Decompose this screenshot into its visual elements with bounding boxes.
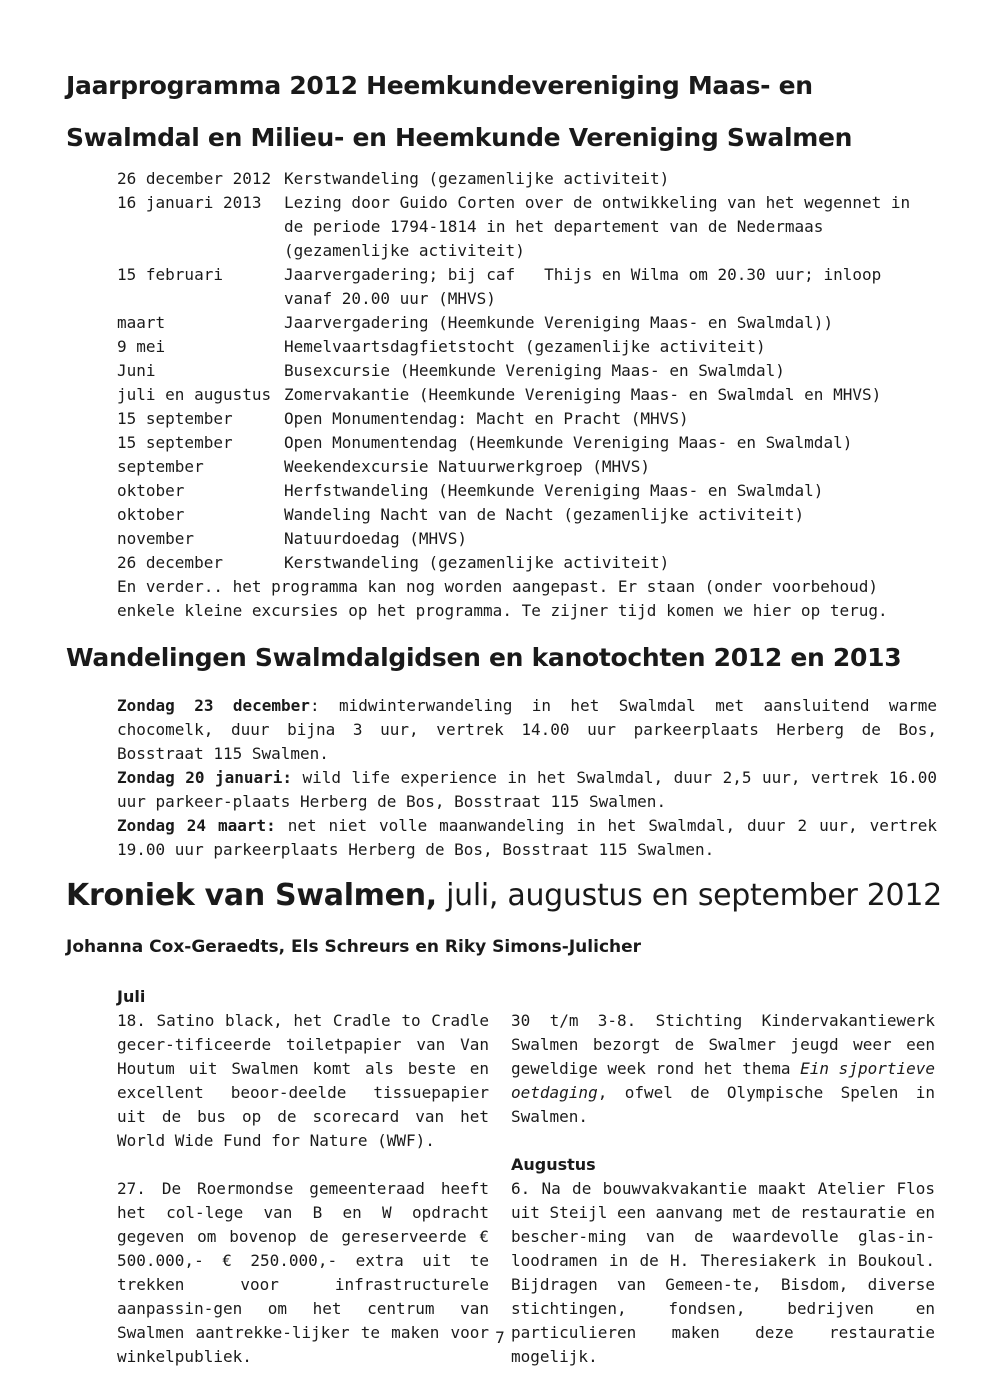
program-text: Wandeling Nacht van de Nacht (gezamenlijke activiteit): [284, 505, 805, 524]
program-date: juli en augustus: [117, 385, 272, 404]
program-text: Jaarvergadering (Heemkunde Vereniging Maas- en Swalmdal)): [284, 313, 834, 332]
program-row: [117, 407, 937, 431]
chronicle-authors: Johanna Cox-Geraedts, Els Schreurs en Riky Simons-Julicher: [66, 937, 642, 957]
walk-date: Zondag 24 maart:: [117, 816, 276, 835]
program-row: [117, 455, 937, 479]
chronicle-title-bold: Kroniek van Swalmen,: [66, 878, 437, 913]
program-text: Weekendexcursie Natuurwerkgroep (MHVS): [284, 457, 651, 476]
program-row: [117, 527, 937, 551]
program-row: [117, 335, 937, 359]
page-number: 7: [495, 1328, 505, 1347]
walk-text: net niet volle maanwandeling in het Swalmdal, duur 2 uur, vertrek 19.00 uur parkeerplaats Herberg de Bos, Bosstraat 115 Swalmen.: [117, 816, 938, 859]
walk-date: Zondag 20 januari:: [117, 768, 293, 787]
program-date: 15 februari: [117, 265, 223, 284]
walk-entry: [117, 766, 937, 814]
program-row: [117, 359, 937, 383]
walk-text: : midwinterwandeling in het Swalmdal met aansluitend warme chocomelk, duur bijna 3 uur, vertrek 14.00 uur parkeerplaats Herberg de Bos, Bosstraat 115 Swalmen.: [117, 696, 938, 763]
program-date: 15 september: [117, 409, 233, 428]
program-text: Open Monumentendag: Macht en Pracht (MHVS): [284, 409, 689, 428]
program-note: En verder.. het programma kan nog worden aangepast. Er staan (onder voorbehoud) enkele kleine excursies op het programma. Te zijner tijd komen we hier op terug.: [117, 577, 888, 620]
program-row: [117, 479, 937, 503]
program-text: Jaarvergadering; bij caf Thijs en Wilma om 20.30 uur; inloop vanaf 20.00 uur (MHVS): [284, 265, 891, 308]
chronicle-paragraph: [511, 1009, 935, 1129]
chronicle-left-column: [117, 985, 489, 1369]
program-text: Hemelvaartsdagfietstocht (gezamenlijke activiteit): [284, 337, 766, 356]
program-list: [117, 167, 937, 623]
chronicle-title: [66, 875, 946, 917]
program-text: Natuurdoedag (MHVS): [284, 529, 468, 548]
program-row: [117, 431, 937, 455]
month-heading-juli: Juli: [117, 987, 146, 1006]
program-text: Kerstwandeling (gezamenlijke activiteit): [284, 553, 670, 572]
walk-entry: [117, 694, 937, 766]
chronicle-right-column: [511, 1009, 935, 1369]
program-title: Jaarprogramma 2012 Heemkundevereniging Maas- en Swalmdal en Milieu- en Heemkunde Vereniging Swalmen: [66, 71, 853, 152]
chronicle-paragraph: 6. Na de bouwvakvakantie maakt Atelier Flos uit Steijl een aanvang met de restauratie en bescher-ming van de waardevolle glas-in-loodramen in de H. Theresiakerk in Boukoul. Bijdragen van Gemeen-te, Bisdom, diverse stichtingen, fondsen, bedrijven en particulieren maken deze restauratie mogelijk.: [511, 1179, 935, 1366]
walks-title: Wandelingen Swalmdalgidsen en kanotochten 2012 en 2013: [66, 643, 902, 672]
program-date: november: [117, 529, 195, 548]
walk-text: wild life experience in het Swalmdal, duur 2,5 uur, vertrek 16.00 uur parkeer-plaats Herberg de Bos, Bosstraat 115 Swalmen.: [117, 768, 938, 811]
program-row: [117, 263, 937, 311]
program-row: [117, 503, 937, 527]
program-date: oktober: [117, 481, 185, 500]
program-text: Busexcursie (Heemkunde Vereniging Maas- en Swalmdal): [284, 361, 785, 380]
chronicle-title-rest: juli, augustus en september 2012: [436, 878, 942, 913]
program-text: Kerstwandeling (gezamenlijke activiteit): [284, 169, 670, 188]
program-date: 15 september: [117, 433, 233, 452]
program-date: 9 mei: [117, 337, 166, 356]
chronicle-text: 30 t/m 3-8. Stichting Kindervakantiewerk Swalmen bezorgt de Swalmer jeugd weer een geweldige week rond het thema: [511, 1011, 935, 1078]
program-text: Zomervakantie (Heemkunde Vereniging Maas- en Swalmdal en MHVS): [284, 385, 882, 404]
program-date: maart: [117, 313, 166, 332]
program-date: 16 januari 2013: [117, 193, 262, 212]
program-row: [117, 383, 937, 407]
walks-list: [117, 694, 937, 862]
theme-name: Ein sjportieve oetdaging: [511, 1059, 936, 1102]
program-date: 26 december 2012: [117, 169, 272, 188]
chronicle-paragraph: 27. De Roermondse gemeenteraad heeft het col-lege van B en W opdracht gegeven om bovenop de gereserveerde € 500.000,- € 250.000,- extra uit te trekken voor infrastructurele aanpassin-gen om het centrum van Swalmen aantrekke-lijker te maken voor winkelpubliek.: [117, 1179, 489, 1366]
program-text: Herfstwandeling (Heemkunde Vereniging Maas- en Swalmdal): [284, 481, 824, 500]
walk-entry: [117, 814, 937, 862]
chronicle-text: , ofwel de Olympische Spelen in Swalmen.: [511, 1083, 935, 1126]
chronicle-paragraph: 18. Satino black, het Cradle to Cradle gecer-tificeerde toiletpapier van Van Houtum uit Swalmen komt als beste en excellent beoor-deelde tissuepapier uit de bus op de scorecard van het World Wide Fund for Nature (WWF).: [117, 1011, 489, 1150]
program-date: oktober: [117, 505, 185, 524]
program-row: [117, 551, 937, 575]
program-row: [117, 191, 937, 263]
program-text: Open Monumentendag (Heemkunde Vereniging Maas- en Swalmdal): [284, 433, 853, 452]
program-text: Lezing door Guido Corten over de ontwikkeling van het wegennet in de periode 1794-1814 in het departement van de Nedermaas (gezamenlijke activiteit): [284, 193, 911, 260]
program-row: [117, 311, 937, 335]
walk-date: Zondag 23 december: [117, 696, 310, 715]
program-row: [117, 167, 937, 191]
program-date: 26 december: [117, 553, 223, 572]
program-date: september: [117, 457, 204, 476]
program-date: Juni: [117, 361, 156, 380]
month-heading-augustus: Augustus: [511, 1155, 596, 1174]
